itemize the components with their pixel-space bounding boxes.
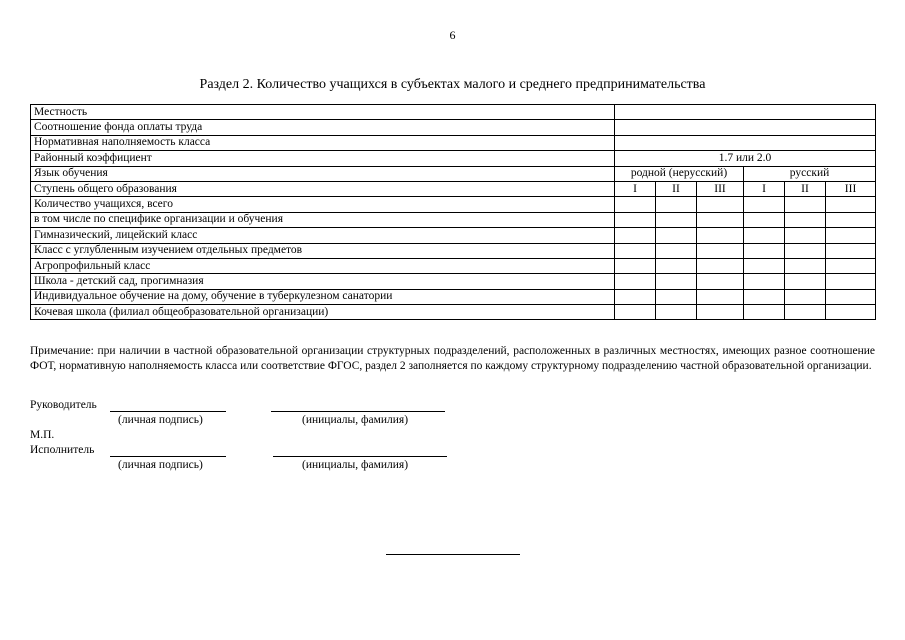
cell-empty: [615, 289, 656, 304]
row-label-regional-coef: Районный коэффициент: [31, 151, 615, 166]
cell-empty: [656, 289, 697, 304]
table-row: [31, 243, 876, 258]
row-label-nomadic: Кочевая школа (филиал общеобразовательной организации): [31, 305, 615, 320]
cell-empty: [656, 228, 697, 243]
cell-empty: [697, 289, 744, 304]
table-row: [31, 151, 876, 166]
lang-russian-header: русский: [744, 166, 876, 181]
cell-empty: [615, 105, 876, 120]
table-row: [31, 289, 876, 304]
executor-signature-line: [110, 456, 226, 457]
footer-divider: [386, 554, 520, 555]
cell-empty: [826, 243, 876, 258]
table-row: [31, 274, 876, 289]
cell-empty: [615, 120, 876, 135]
cell-empty: [697, 258, 744, 273]
page-number: 6: [449, 28, 456, 42]
lang-native-header: родной (нерусский): [615, 166, 744, 181]
cell-empty: [656, 305, 697, 320]
note-paragraph: Примечание: при наличии в частной образовательной организации структурных подразделений, расположенных в различных местностях, имеющих разное соотношение ФОТ, нормативную наполняемость класса или соответствие ФГОС, раздел 2 заполняется по каждому структурному подразделению частной образовательной организации.: [30, 345, 875, 372]
table-row: [31, 181, 876, 196]
cell-empty: [615, 197, 656, 212]
head-signature-caption: (личная подпись): [118, 414, 203, 426]
level-header: III: [697, 181, 744, 196]
cell-empty: [744, 258, 785, 273]
cell-empty: [656, 258, 697, 273]
executor-name-caption: (инициалы, фамилия): [302, 459, 409, 471]
cell-empty: [785, 305, 826, 320]
executor-label: Исполнитель: [30, 444, 95, 456]
cell-empty: [744, 274, 785, 289]
cell-empty: [826, 289, 876, 304]
cell-empty: [826, 274, 876, 289]
cell-empty: [697, 243, 744, 258]
row-label-level: Ступень общего образования: [31, 181, 615, 196]
cell-empty: [656, 197, 697, 212]
table-row: [31, 305, 876, 320]
students-table: [30, 104, 876, 320]
regional-coef-value: 1.7 или 2.0: [615, 151, 876, 166]
head-name-line: [271, 411, 445, 412]
table-row: [31, 135, 876, 150]
row-label-kindergarten-school: Школа - детский сад, прогимназия: [31, 274, 615, 289]
cell-empty: [785, 212, 826, 227]
table-row: [31, 120, 876, 135]
head-name-caption: (инициалы, фамилия): [302, 414, 409, 426]
cell-empty: [656, 212, 697, 227]
head-signature-line: [110, 411, 226, 412]
cell-empty: [697, 305, 744, 320]
cell-empty: [744, 212, 785, 227]
cell-empty: [826, 258, 876, 273]
cell-empty: [785, 243, 826, 258]
level-header: II: [656, 181, 697, 196]
row-label-advanced: Класс с углубленным изучением отдельных предметов: [31, 243, 615, 258]
row-label-payroll: Соотношение фонда оплаты труда: [31, 120, 615, 135]
level-header: I: [744, 181, 785, 196]
row-label-students-total: Количество учащихся, всего: [31, 197, 615, 212]
cell-empty: [785, 289, 826, 304]
cell-empty: [744, 197, 785, 212]
executor-signature-caption: (личная подпись): [118, 459, 203, 471]
row-label-agro: Агропрофильный класс: [31, 258, 615, 273]
cell-empty: [697, 212, 744, 227]
cell-empty: [615, 135, 876, 150]
cell-empty: [697, 274, 744, 289]
table-row: [31, 212, 876, 227]
level-header: II: [785, 181, 826, 196]
row-label-language: Язык обучения: [31, 166, 615, 181]
cell-empty: [615, 305, 656, 320]
cell-empty: [744, 228, 785, 243]
cell-empty: [615, 274, 656, 289]
table-row: [31, 105, 876, 120]
table-row: [31, 258, 876, 273]
cell-empty: [785, 258, 826, 273]
row-label-capacity: Нормативная наполняемость класса: [31, 135, 615, 150]
head-label: Руководитель: [30, 399, 97, 411]
cell-empty: [697, 228, 744, 243]
level-header: I: [615, 181, 656, 196]
level-header: III: [826, 181, 876, 196]
cell-empty: [826, 197, 876, 212]
cell-empty: [615, 228, 656, 243]
stamp-label: М.П.: [30, 429, 55, 441]
cell-empty: [744, 305, 785, 320]
cell-empty: [656, 274, 697, 289]
cell-empty: [785, 228, 826, 243]
cell-empty: [615, 243, 656, 258]
table-row: [31, 228, 876, 243]
section-title: Раздел 2. Количество учащихся в субъектах малого и среднего предпринимательства: [199, 77, 706, 92]
table-row: [31, 166, 876, 181]
cell-empty: [615, 212, 656, 227]
cell-empty: [615, 258, 656, 273]
cell-empty: [744, 289, 785, 304]
row-label-including: в том числе по специфике организации и обучения: [31, 212, 615, 227]
cell-empty: [656, 243, 697, 258]
executor-name-line: [273, 456, 447, 457]
row-label-home-schooling: Индивидуальное обучение на дому, обучение в туберкулезном санатории: [31, 289, 615, 304]
cell-empty: [785, 274, 826, 289]
cell-empty: [826, 305, 876, 320]
cell-empty: [744, 243, 785, 258]
row-label-gymnasium: Гимназический, лицейский класс: [31, 228, 615, 243]
cell-empty: [785, 197, 826, 212]
cell-empty: [826, 212, 876, 227]
table-row: [31, 197, 876, 212]
cell-empty: [826, 228, 876, 243]
cell-empty: [697, 197, 744, 212]
row-label-locality: Местность: [31, 105, 615, 120]
